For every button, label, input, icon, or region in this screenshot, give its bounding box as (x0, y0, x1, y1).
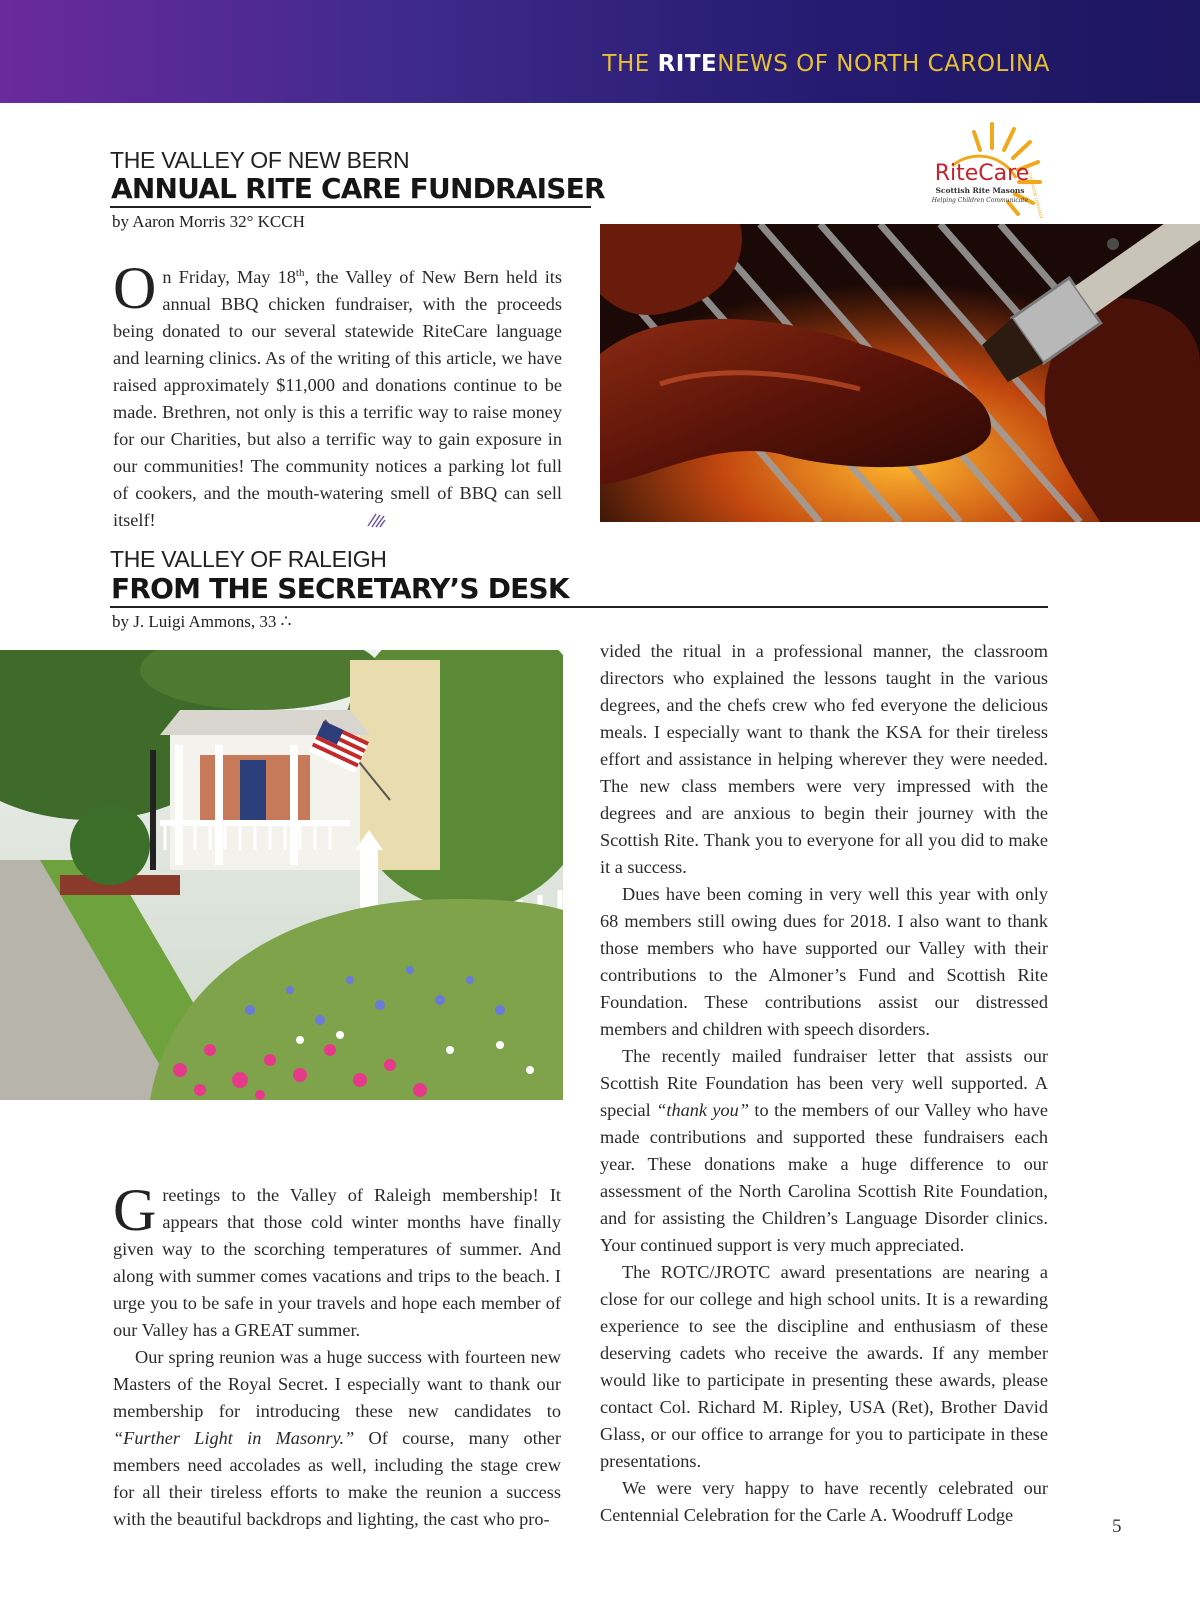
article2-paragraph: The ROTC/JROTC award presentations are nearing a close for our college and high school units. It is a rewarding experience to see the discipline and enthusiasm of these deserving cadets who receive the awards. If any member would like to participate in presenting these awards, please contact Col. Richard M. Ripley, USA (Ret), Brother David Glass, or our office to arrange for you to participate in these presentations. (600, 1262, 1048, 1471)
publication-title: THE RITENEWS OF NORTH CAROLINA (602, 51, 1050, 77)
house-garden-street-photo (0, 650, 563, 1100)
article2-paragraph: Greetings to the Valley of Raleigh membership! It appears that those cold winter months have finally given way to the scorching temperatures of summer. And along with summer comes vacations and trips to the beach. I urge you to be safe in your travels and hope each member of our Valley has a GREAT summer. (113, 1177, 561, 1340)
article2-title-rule (110, 606, 1048, 608)
svg-text:RiteCare: RiteCare (934, 161, 1030, 186)
article1-kicker: THE VALLEY OF NEW BERN (110, 147, 410, 173)
article2-paragraph: Our spring reunion was a huge success with fourteen new Masters of the Royal Secret. I especially want to thank our membership for introducing these new candidates to “Further Light in Masonry.” Of course, many other members need accolades as well, including the stage crew for all their tireless efforts to make the reunion a success with the beautiful backdrops and lighting, the cast who pro- (113, 1347, 562, 1529)
dropcap: G (113, 1177, 157, 1243)
ritecare-logo (912, 118, 1052, 218)
article2-paragraph: Dues have been coming in very well this year with only 68 members still owing dues for 2018. I also want to thank those members who have supported our Valley with their contributions to the Almoner’s Fund and Scottish Rite Foundation. These contributions assist our distressed members and children with speech disorders. (600, 884, 1048, 1039)
article1-paragraph: On Friday, May 18th, the Valley of New Bern held its annual BBQ chicken fundraiser, with the proceeds being donated to our several statewide RiteCare language and learning clinics. As of the writing of this article, we have raised approximately $11,000 and donations continue to be made. Brethren, not only is this a terrific way to raise money for our Charities, but also a terrific way to gain exposure in our communities! The community notices a parking lot full of cookers, and the mouth-watering smell of BBQ can sell itself! (113, 255, 562, 531)
page-number: 5 (1112, 1516, 1122, 1537)
svg-text:Helping Children Communicate: Helping Children Communicate (931, 197, 1029, 204)
end-mark-icon (366, 512, 386, 528)
article1-byline: by Aaron Morris 32° KCCH (112, 212, 305, 231)
dropcap: O (113, 255, 157, 321)
header-banner (0, 0, 1200, 103)
article1-title: ANNUAL RITE CARE FUNDRAISER (111, 172, 605, 205)
article2-right-column (600, 638, 1048, 1529)
svg-text:CHILDHOOD LANGUAGE: CHILDHOOD LANGUAGE (1027, 171, 1045, 218)
bbq-chicken-grill-photo (600, 224, 1200, 522)
article2-left-column (113, 1177, 562, 1533)
article2-kicker: THE VALLEY OF RALEIGH (110, 546, 387, 572)
article2-paragraph: vided the ritual in a professional manner, the classroom directors who explained the lessons taught in the various degrees, and the chefs crew who fed everyone the delicious meals. I especially want to thank the KSA for their tireless effort and assistance in helping wherever they were needed. The new class members were very impressed with the degrees and are anxious to begin their journey with the Scottish Rite. Thank you to everyone for all you did to make it a success. (600, 641, 1048, 877)
article2-title: FROM THE SECRETARY’S DESK (111, 572, 569, 605)
article2-paragraph: The recently mailed fundraiser letter that assists our Scottish Rite Foundation has been very well supported. A special “thank you” to the members of our Valley who have made contributions and supported these fundraisers each year. These donations make a huge difference to our assessment of the North Carolina Scottish Rite Foundation, and for assisting the Children’s Language Disorder clinics. Your continued support is very much appreciated. (600, 1046, 1048, 1255)
svg-text:Scottish Rite Masons: Scottish Rite Masons (935, 186, 1025, 195)
article1-body (113, 255, 562, 534)
article1-title-rule (110, 206, 591, 208)
article2-paragraph: We were very happy to have recently celebrated our Centennial Celebration for the Carle A. Woodruff Lodge (600, 1478, 1048, 1525)
article2-byline: by J. Luigi Ammons, 33 ∴ (112, 612, 292, 631)
